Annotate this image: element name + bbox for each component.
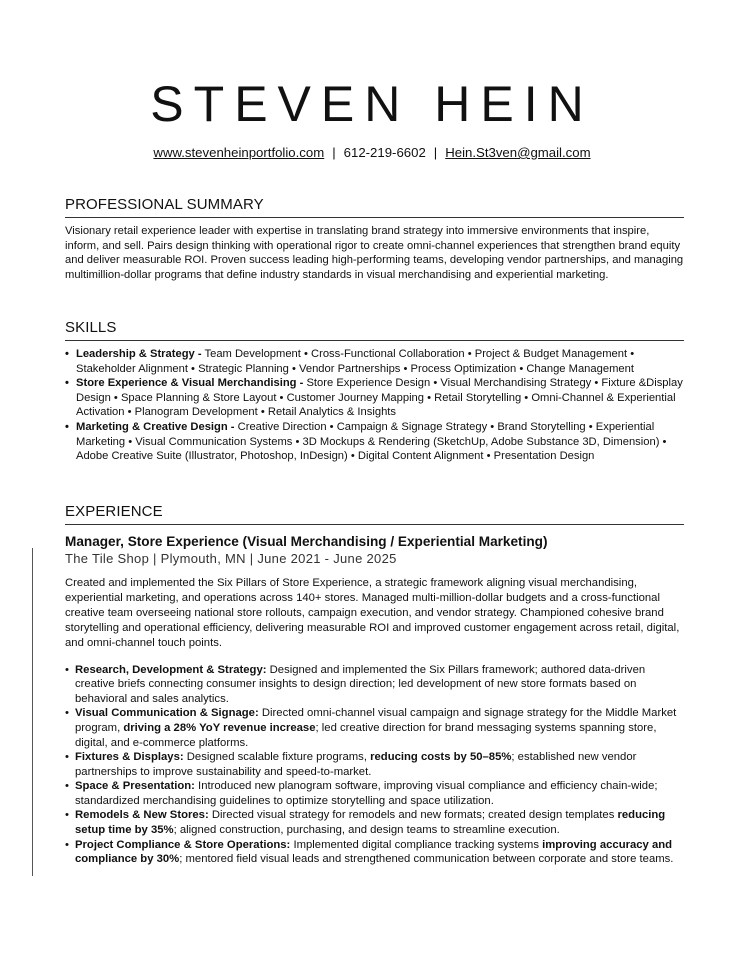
- website-link[interactable]: www.stevenheinportfolio.com: [153, 145, 325, 160]
- list-item: [65, 779, 684, 808]
- candidate-name: STEVEN HEIN: [150, 76, 594, 132]
- section-title: PROFESSIONAL SUMMARY: [65, 195, 684, 218]
- section-title: SKILLS: [65, 318, 684, 341]
- phone-number: 612-219-6602: [343, 145, 426, 160]
- bullet-label: Project Compliance & Store Operations:: [75, 838, 291, 851]
- achievements-list: [65, 663, 684, 867]
- bullet-text: Designed scalable fixture programs,: [183, 751, 371, 764]
- skill-details: Store Experience Design • Visual Merchandising Strategy • Fixture &Display Design • Space Planning & Store Layout • Customer Journey Mapping • Retail Storytelling • Omni-Channel & Experiential Activation • Planogram Development • Retail Analytics & Insights: [76, 377, 683, 419]
- contact-separator: |: [433, 145, 438, 160]
- bullet-text: Introduced new planogram software, improving visual compliance and efficiency chain-wide; standardized merchandising guidelines to optimize storytelling and space utilization.: [75, 780, 658, 807]
- bullet-text: ; mentored field visual leads and strengthened communication between corporate and store teams.: [179, 853, 674, 866]
- bullet-label: Remodels & New Stores:: [75, 809, 209, 822]
- bullet-text: ; led creative direction for brand messaging systems spanning store, digital, and e-commerce platforms.: [75, 721, 657, 749]
- skills-list: [65, 347, 684, 464]
- list-item: [65, 663, 684, 707]
- section-title: EXPERIENCE: [65, 502, 684, 525]
- margin-rule: [32, 548, 33, 876]
- bullet-label: Research, Development & Strategy:: [75, 663, 267, 676]
- list-item: [65, 750, 684, 779]
- list-item: [65, 420, 684, 464]
- job-employer-line: The Tile Shop | Plymouth, MN | June 2021 - June 2025: [65, 551, 397, 566]
- skill-category: Store Experience & Visual Merchandising -: [76, 377, 304, 390]
- email-link[interactable]: Hein.St3ven@gmail.com: [445, 145, 591, 160]
- summary-section: [65, 195, 684, 283]
- skill-category: Marketing & Creative Design -: [76, 420, 235, 433]
- list-item: [65, 706, 684, 750]
- bullet-highlight: reducing costs by 50–85%: [370, 751, 512, 764]
- skills-section: [65, 318, 684, 464]
- list-item: [65, 808, 684, 837]
- bullet-highlight: reducing setup time by 35%: [75, 809, 666, 837]
- bullet-highlight: driving a 28% YoY revenue increase: [123, 721, 316, 734]
- contact-line: [0, 145, 744, 160]
- bullet-text: Directed omni-channel visual campaign and signage strategy for the Middle Market program,: [75, 707, 677, 734]
- skill-details: Creative Direction • Campaign & Signage Strategy • Brand Storytelling • Experiential Marketing • Visual Communication Systems • 3D Mockups & Rendering (SketchUp, Adobe Substance 3D, Dimension) • Adobe Creative Suite (Illustrator, Photoshop, InDesign) • Digital Content Alignment • Presentation Design: [76, 420, 667, 463]
- skill-category: Leadership & Strategy -: [76, 348, 202, 360]
- bullet-text: Implemented digital compliance tracking systems: [290, 838, 543, 851]
- summary-text: Visionary retail experience leader with expertise in translating brand strategy into immersive environments that inspire, inform, and sell. Pairs design thinking with operational rigor to create omni-channel experiences that strengthen brand equity and deliver measurable ROI. Proven success leading high-performing teams, developing vendor partnerships, and managing multimillion-dollar programs that define industry standards in visual merchandising and experiential marketing.: [65, 225, 684, 282]
- skill-details: Team Development • Cross-Functional Collaboration • Project & Budget Management • Stakeholder Alignment • Strategic Planning • Vendor Partnerships • Process Optimization • Change Management: [76, 348, 635, 375]
- list-item: [65, 838, 684, 867]
- contact-separator: |: [332, 145, 336, 160]
- list-item: [65, 347, 684, 376]
- bullet-label: Visual Communication & Signage:: [75, 707, 259, 720]
- bullet-text: ; established new vendor partnerships to improve sustainability and speed-to-market.: [75, 751, 637, 778]
- bullet-label: Fixtures & Displays:: [75, 751, 184, 764]
- bullet-highlight: improving accuracy and compliance by 30%: [75, 838, 673, 866]
- job-title: Manager, Store Experience (Visual Merchandising / Experiential Marketing): [65, 534, 548, 549]
- job-description: Created and implemented the Six Pillars of Store Experience, a strategic framework aligning visual merchandising, experiential marketing, and operations across 140+ stores. Managed multi-million-dollar budgets and a cross-functional creative team overseeing national store rollouts, campaign execution, and vendor strategy. Championed cohesive brand storytelling and operational efficiency, delivering measurable ROI and improved customer engagement across retail, digital, and omni-channel touch points.: [65, 577, 680, 649]
- bullet-label: Space & Presentation:: [75, 780, 195, 793]
- list-item: [65, 376, 684, 420]
- experience-section: [65, 502, 684, 867]
- bullet-text: Designed and implemented the Six Pillars framework; authored data-driven creative briefs connecting consumer insights to design direction; led development of new store formats based on behavioral and sales analytics.: [75, 663, 646, 705]
- bullet-text: ; aligned construction, purchasing, and design teams to streamline execution.: [173, 824, 560, 837]
- bullet-text: Directed visual strategy for remodels and new formats; created design templates: [208, 809, 618, 822]
